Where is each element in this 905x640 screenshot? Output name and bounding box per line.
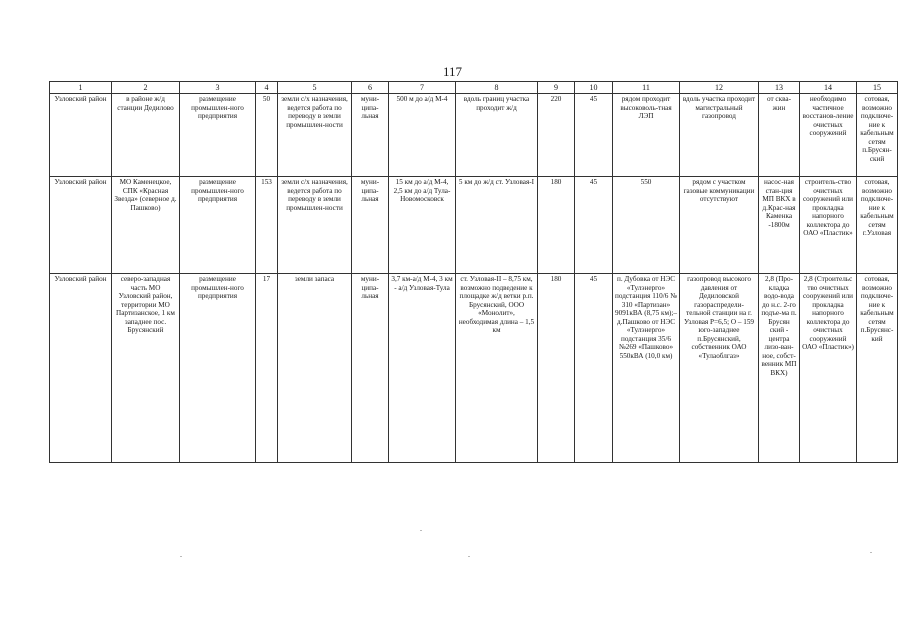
scan-speck [468,556,470,557]
column-header-9: 9 [538,82,575,94]
cell-telecom: сотовая, возможно подключе-ние к кабельным сетям г.Узловая [857,177,898,274]
table-row [50,274,898,463]
cell-location: северо-западная часть МО Узловский район, территории МО Партизанское, 1 км западнее пос. Брусянский [112,274,180,463]
cell-water: от сква-жин [759,94,800,177]
cell-sewage: необходимо частичное восстанов-ление очистных сооружений [800,94,857,177]
cell-water: 2,8 (Про-кладка водо-вода до н.с. 2-го подъе-ма п. Брусян ский - центра лизо-ван-ное, собст-венник МП ВКХ) [759,274,800,463]
cell-rail-access: 5 км до ж/д ст. Узловая-I [456,177,538,274]
page-number: 117 [442,64,463,79]
scan-speck [180,556,182,557]
cell-gas: газопровод высокого давления от Дедиловской газораспредели-тельной станции на г. Узловая Р=6,5; О – 159 юго-западнее п.Брусянский, собственник ОАО «Тулаоблгаз» [680,274,759,463]
cell-gas: рядом с участком газовые коммуникации отсутствуют [680,177,759,274]
cell-road-access: 500 м до а/д М-4 [389,94,456,177]
cell-district: Узловский район [50,274,112,463]
cell-col9: 180 [538,177,575,274]
column-header-15: 15 [857,82,898,94]
column-header-6: 6 [352,82,389,94]
cell-location: МО Каменецкое, СПК «Красная Звезда» (северное д. Пашково) [112,177,180,274]
cell-rail-access: ст. Узловая-II – 8,75 км, возможно подведение к площадке ж/д ветки р.п. Брусянский, ООО «Монолит», необходимая длина – 1,5 км [456,274,538,463]
column-header-14: 14 [800,82,857,94]
table-row [50,94,898,177]
column-header-8: 8 [456,82,538,94]
cell-area: 17 [256,274,278,463]
cell-sewage: строитель-ство очистных сооружений или прокладка напорного коллектора до ОАО «Пластик» [800,177,857,274]
cell-sewage: 2,8 (Строительс тво очистных сооружений или прокладка напорного коллектора до очистных сооружений ОАО «Пластик») [800,274,857,463]
cell-telecom: сотовая, возможно подключе-ние к кабельным сетям п.Брусян-ский [857,94,898,177]
column-header-5: 5 [278,82,352,94]
cell-road-access: 15 км до а/д М-4, 2,5 км до а/д Тула-Новомосковск [389,177,456,274]
scan-speck [870,552,872,553]
land-plots-table [49,81,898,463]
cell-rail-access: вдоль границ участка проходит ж/д [456,94,538,177]
cell-purpose: размещение промышлен-ного предприятия [180,177,256,274]
header-row [50,82,898,94]
cell-area: 153 [256,177,278,274]
column-header-1: 1 [50,82,112,94]
column-header-3: 3 [180,82,256,94]
column-header-13: 13 [759,82,800,94]
cell-col9: 180 [538,274,575,463]
cell-power: 550 [613,177,680,274]
cell-ownership: муни-ципа-льная [352,94,389,177]
cell-district: Узловский район [50,177,112,274]
cell-land-category: земли с/х назначения, ведется работа по переводу в земли промышлен-ности [278,94,352,177]
column-header-10: 10 [575,82,613,94]
cell-location: в районе ж/д станции Дедилово [112,94,180,177]
cell-power: п. Дубовка от НЭС «Тулэнерго» подстанция 110/6 № 310 «Партизан» 9091кВА (8,75 км);– д.Пашково от НЭС «Тулэнерго» подстанция 35/6 №269 «Пашково» 550кВА (10,0 км) [613,274,680,463]
column-header-4: 4 [256,82,278,94]
column-header-7: 7 [389,82,456,94]
cell-district: Узловский район [50,94,112,177]
column-header-11: 11 [613,82,680,94]
cell-water: насос-ная стан-ция МП ВКХ в д.Крас-ная Каменка -1800м [759,177,800,274]
column-header-12: 12 [680,82,759,94]
cell-col10: 45 [575,274,613,463]
table-row [50,177,898,274]
cell-land-category: земли запаса [278,274,352,463]
scan-speck [420,530,422,531]
cell-col9: 220 [538,94,575,177]
cell-col10: 45 [575,94,613,177]
cell-power: рядом проходит высоковоль-тная ЛЭП [613,94,680,177]
cell-road-access: 3,7 км-а/д М-4, 3 км - а/д Узловая-Тула [389,274,456,463]
cell-col10: 45 [575,177,613,274]
column-header-2: 2 [112,82,180,94]
cell-telecom: сотовая, возможно подключе-ние к кабельным сетям п.Брусянс-кий [857,274,898,463]
cell-purpose: размещение промышлен-ного предприятия [180,274,256,463]
cell-gas: вдоль участка проходит магистральный газопровод [680,94,759,177]
cell-purpose: размещение промышлен-ного предприятия [180,94,256,177]
cell-ownership: муни-ципа-льная [352,274,389,463]
cell-ownership: муни-ципа-льная [352,177,389,274]
cell-area: 50 [256,94,278,177]
cell-land-category: земли с/х назначения, ведется работа по переводу в земли промышлен-ности [278,177,352,274]
